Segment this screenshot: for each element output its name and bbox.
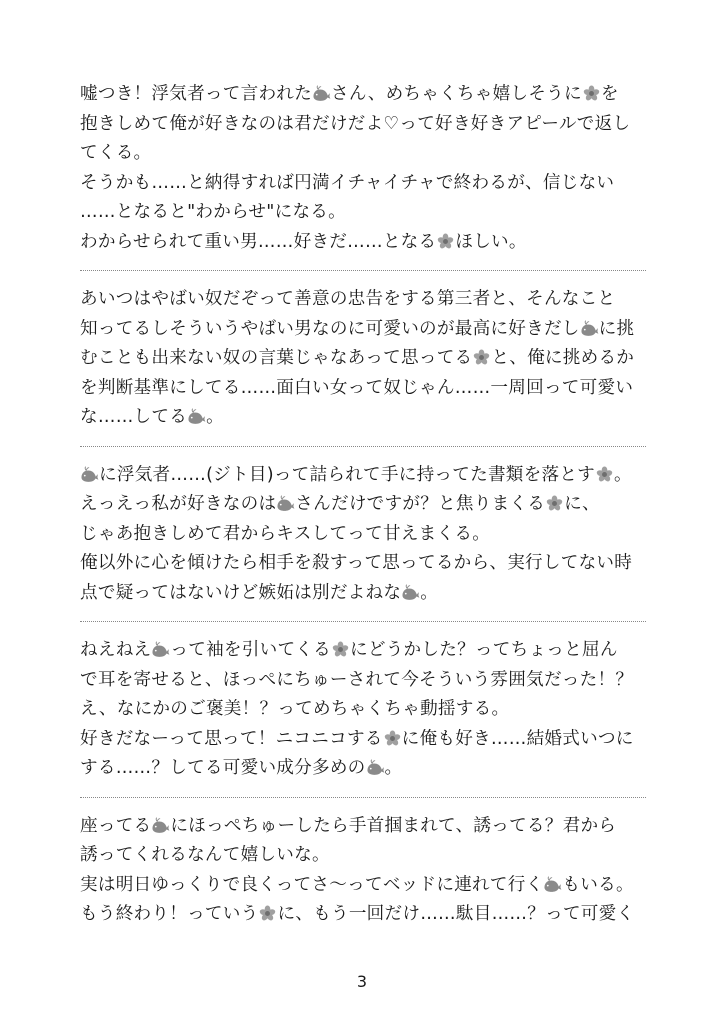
text-line [80, 695, 646, 725]
flower-icon [331, 639, 350, 656]
text-run: あいつはやばい奴だぞって善意の忠告をする第三者と、そんなこと [80, 289, 616, 309]
text-run: に、もう一回だけ……駄目……？って可愛く [277, 904, 635, 924]
document-body [80, 80, 646, 930]
text-run: と、俺に挑めるか [491, 348, 635, 368]
text-section [80, 636, 646, 784]
text-line [80, 374, 646, 404]
text-section [80, 285, 646, 433]
flower-icon [383, 728, 402, 745]
text-run: 実は明日ゆっくりで良くってさ〜ってベッドに連れて行く [80, 874, 544, 895]
section-divider [80, 621, 646, 622]
section-divider [80, 797, 646, 798]
text-line [80, 169, 646, 199]
text-run: もう終わり！っていう [80, 904, 259, 924]
text-run: むことも出来ない奴の言葉じゃなあって思ってる [80, 348, 473, 368]
text-run: え、なにかのご褒美！？ってめちゃくちゃ動揺する。 [80, 699, 510, 719]
text-run: に俺も好き……結婚式いつに [401, 728, 634, 749]
whale-icon [580, 318, 599, 335]
whale-icon [543, 874, 562, 891]
text-line [80, 871, 646, 901]
text-run: って袖を引いてくる [170, 640, 331, 660]
text-run: 。 [206, 407, 224, 427]
text-line [80, 315, 646, 345]
flower-icon [436, 231, 455, 248]
text-line [80, 520, 646, 550]
text-line [80, 579, 646, 609]
text-run: じゃあ抱きしめて君からキスしてって甘えまくる。 [80, 523, 491, 544]
text-run: ……となると"わからせ"になる。 [80, 202, 346, 222]
text-line [80, 198, 646, 228]
text-line [80, 636, 646, 666]
text-run: な……してる [80, 407, 188, 427]
whale-icon [276, 493, 295, 510]
text-run: する……？してる可愛い成分多めの [80, 758, 366, 778]
flower-icon [472, 347, 491, 364]
text-run: えっえっ私が好きなのは [80, 494, 277, 514]
text-run: に、 [564, 494, 600, 514]
text-line [80, 344, 646, 374]
text-line [80, 139, 646, 169]
text-run: にどうかした？ってちょっと屈ん [350, 640, 618, 660]
whale-icon [401, 582, 420, 599]
text-run: 点で疑ってはないけど嫉妬は別だよねな [80, 582, 402, 603]
text-line [80, 461, 646, 491]
text-run: にほっぺちゅーしたら手首掴まれて、誘ってる？君から [170, 815, 617, 836]
flower-icon [582, 83, 601, 100]
text-run: 。 [420, 582, 439, 603]
text-run: てくる。 [80, 143, 152, 163]
text-run: 嘘つき！浮気者って言われた [80, 84, 312, 104]
text-line [80, 490, 646, 520]
text-run: ほしい。 [455, 231, 527, 252]
whale-icon [151, 639, 170, 656]
text-run: で耳を寄せると、ほっぺにちゅーされて今そういう雰囲気だった！？ [80, 669, 634, 690]
text-run: に挑 [598, 318, 635, 339]
text-run: さん、めちゃくちゃ嬉しそうに [330, 84, 582, 104]
text-line [80, 666, 646, 696]
text-line [80, 900, 646, 930]
text-run: そうかも……と納得すれば円満イチャイチャで終わるが、信じない [80, 172, 615, 193]
text-run: わからせられて重い男……好きだ……となる [80, 231, 437, 252]
text-line [80, 403, 646, 433]
text-line [80, 228, 646, 258]
section-divider [80, 446, 646, 447]
text-run: 誘ってくれるなんて嬉しいな。 [80, 845, 330, 865]
text-line [80, 812, 646, 842]
text-line [80, 841, 646, 871]
whale-icon [187, 406, 206, 423]
whale-icon [80, 464, 99, 481]
text-line [80, 285, 646, 315]
whale-icon [151, 815, 170, 832]
text-section [80, 461, 646, 609]
text-run: 。 [614, 464, 632, 485]
text-run: もいる。 [562, 874, 634, 895]
text-run: 抱きしめて俺が好きなのは君だけだよ♡って好き好きアピールで返し [80, 113, 631, 134]
text-line [80, 549, 646, 579]
flower-icon [545, 493, 564, 510]
text-run: に浮気者……(ジト目)って詰られて手に持ってた書類を落とす [99, 464, 596, 485]
text-run: 座ってる [80, 815, 152, 836]
text-run: 好きだなーって思って！ニコニコする [80, 728, 383, 749]
section-divider [80, 270, 646, 271]
flower-icon [595, 464, 614, 481]
text-section [80, 812, 646, 930]
text-run: さんだけですが？と焦りまくる [295, 494, 546, 514]
text-line [80, 110, 646, 140]
text-run: 。 [384, 758, 403, 778]
text-run: を判断基準にしてる……面白い女って奴じゃん……一周回って可愛い [80, 377, 634, 398]
whale-icon [366, 757, 385, 774]
text-line [80, 754, 646, 784]
text-run: 知ってるしそういうやばい男なのに可愛いのが最高に好きだし [80, 318, 580, 339]
flower-icon [258, 903, 277, 920]
text-run: を [600, 84, 619, 104]
text-line [80, 725, 646, 755]
text-run: 俺以外に心を傾けたら相手を殺すって思ってるから、実行してない時 [80, 553, 633, 573]
text-line [80, 80, 646, 110]
page-number: 3 [356, 972, 368, 991]
text-run: ねえねえ [80, 640, 152, 660]
text-section [80, 80, 646, 257]
whale-icon [312, 83, 331, 100]
